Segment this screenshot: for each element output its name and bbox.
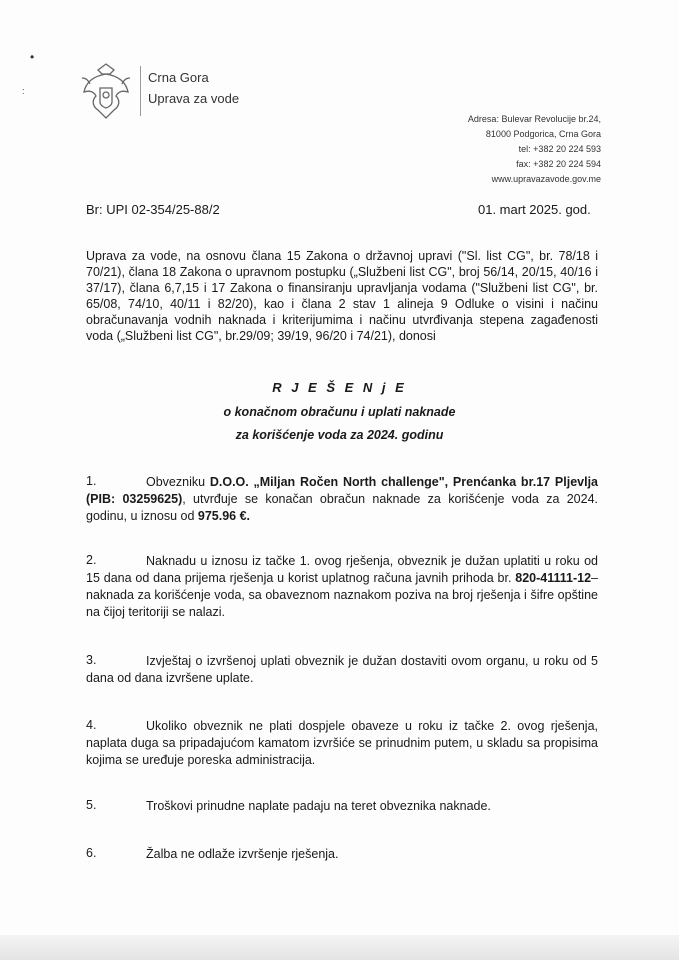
item-number: 6. [86, 846, 97, 860]
item-text: Troškovi prinudne naplate padaju na teret obveznika naknade. [146, 799, 491, 813]
document-date: 01. mart 2025. god. [478, 202, 591, 217]
address-city: 81000 Podgorica, Crna Gora [485, 129, 601, 139]
item-text-bold: D.O.O. „Miljan Ročen North challenge", Prenćanka br.17 Pljevlja (PIB: 03259625) [86, 475, 598, 506]
header-divider [140, 66, 141, 116]
item-text-part: Naknadu u iznosu iz tačke 1. ovog rješenja, obveznik je dužan uplatiti u roku od 15 dana od dana prijema rješenja u korist uplatnog računa javnih prihoda br. [86, 554, 598, 585]
item-number: 4. [86, 718, 97, 732]
item-text [86, 553, 598, 621]
item-number: 2. [86, 553, 97, 567]
address-block [468, 112, 601, 187]
item-number: 1. [86, 474, 97, 488]
address-web: www.upravazavode.gov.me [491, 174, 601, 184]
scan-bottom-edge [0, 935, 679, 960]
item-text-part: , utvrđuje se konačan obračun naknade za korišćenje voda za 2024. godinu, u iznosu od [86, 492, 598, 523]
address-fax: fax: +382 20 224 594 [516, 159, 601, 169]
item-text: Žalba ne odlaže izvršenje rješenja. [146, 847, 339, 861]
document-subtitle: o konačnom obračunu i uplati naknade [223, 405, 456, 419]
item-text-part: Obvezniku [146, 475, 210, 489]
item-text: Izvještaj o izvršenoj uplati obveznik je dužan dostaviti ovom organu, u roku od 5 dana od dana izvršene uplate. [86, 654, 598, 685]
org-name: Uprava za vode [148, 91, 240, 106]
item-amount: 975.96 €. [197, 509, 251, 523]
address-line: Adresa: Bulevar Revolucije br.24, [467, 114, 601, 124]
item-account-number: 820-41111-12 [515, 571, 592, 585]
item-text [86, 474, 598, 525]
item-text-part: –naknada za korišćenje voda, sa obaveznom naznakom poziva na broj rješenja i šifre opštine na čijoj teritoriji se nalazi. [86, 571, 598, 619]
intro-paragraph: Uprava za vode, na osnovu člana 15 Zakona o državnoj upravi ("Sl. list CG", br. 78/18 i 70/21), člana 18 Zakona o upravnom postupku („Službeni list CG", broj 56/14, 20/15, 40/16 i 37/17), člana 6,7,15 i 17 Zakona o finansiranju upravljanja vodama ("Službeni list CG", br. 65/08, 74/10, 40/11 i 82/20), kao i člana 2 stav 1 alineja 9 Odluke o visini i načinu obračunavanja vodnih naknada i kriterijumima i načinu utvrđivanja stepena zagađenosti voda („Službeni list CG", br.29/09; 39/19, 96/20 i 74/21), donosi [86, 249, 598, 343]
item-number: 5. [86, 798, 97, 812]
document-subtitle: za korišćenje voda za 2024. godinu [235, 428, 444, 442]
coat-of-arms-icon [80, 62, 132, 122]
item-text: Ukoliko obveznik ne plati dospjele obaveze u roku iz tačke 2. ovog rješenja, naplata duga sa pripadajućom kamatom izvršiće se prinudnim putem, u skladu sa propisima kojima se uređuje poreska administracija. [86, 719, 598, 767]
address-tel: tel: +382 20 224 593 [518, 144, 601, 154]
item-number: 3. [86, 653, 97, 667]
scan-mark: : [22, 86, 25, 96]
reference-number: Br: UPI 02-354/25-88/2 [86, 202, 220, 217]
org-country: Crna Gora [148, 70, 209, 85]
document-title: R J E Š E N j E [272, 380, 407, 395]
scan-mark: • [30, 50, 35, 64]
